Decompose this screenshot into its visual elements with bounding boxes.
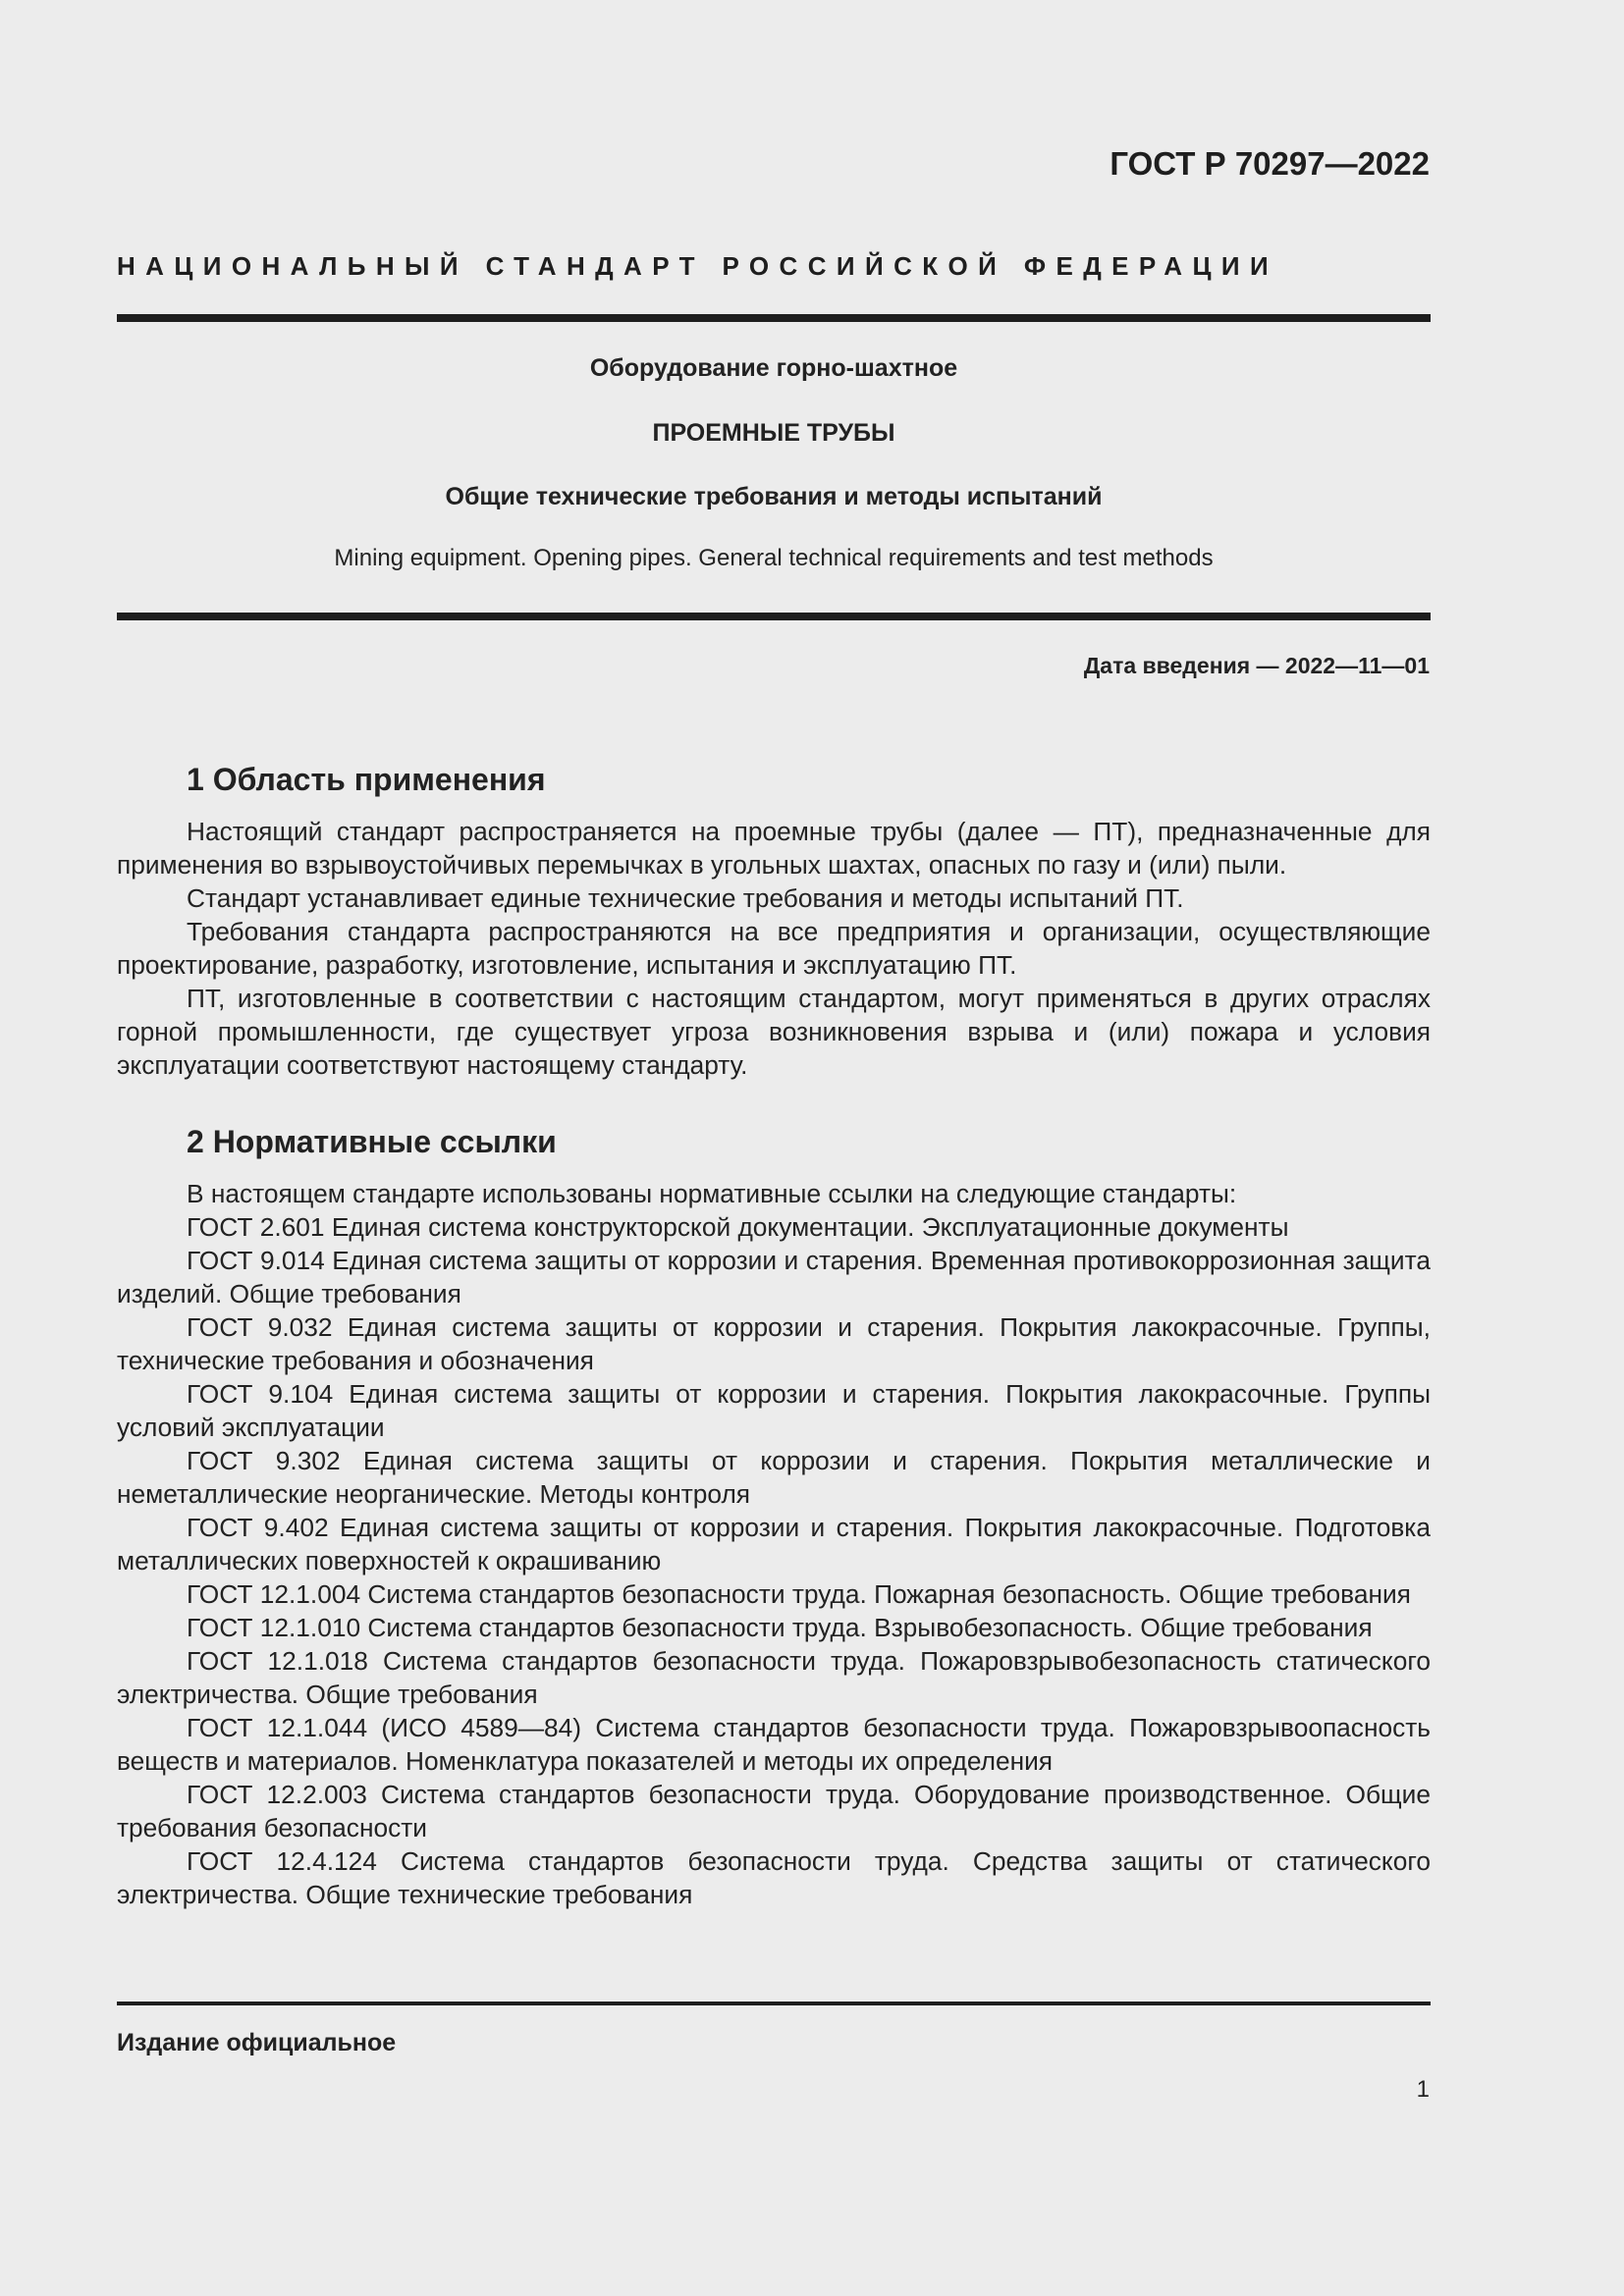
section-scope	[117, 758, 1431, 1082]
title-subtitle: Общие технические требования и методы испытаний	[445, 483, 1103, 510]
paragraph: В настоящем стандарте использованы нормативные ссылки на следующие стандарты:	[187, 1179, 1237, 1208]
reference-item: ГОСТ 12.4.124 Система стандартов безопасности труда. Средства защиты от статического электричества. Общие технические требования	[117, 1846, 1431, 1909]
top-rule	[117, 314, 1431, 322]
edition-label: Издание официальное	[117, 2029, 397, 2056]
footer-rule	[117, 2002, 1431, 2005]
title-bottom-rule	[117, 613, 1431, 620]
section-heading: 1 Область применения	[187, 762, 546, 797]
reference-item: ГОСТ 9.014 Единая система защиты от коррозии и старения. Временная противокоррозионная защита изделий. Общие требования	[117, 1246, 1431, 1308]
national-standard-banner: НАЦИОНАЛЬНЫЙ СТАНДАРТ РОССИЙСКОЙ ФЕДЕРАЦИИ	[117, 251, 1279, 281]
page-number: 1	[1416, 2076, 1430, 2103]
title-main: ПРОЕМНЫЕ ТРУБЫ	[652, 419, 895, 447]
reference-item: ГОСТ 9.104 Единая система защиты от коррозии и старения. Покрытия лакокрасочные. Группы условий эксплуатации	[117, 1379, 1431, 1442]
reference-item: ГОСТ 12.1.010 Система стандартов безопасности труда. Взрывобезопасность. Общие требования	[187, 1613, 1373, 1642]
section-normative-references	[117, 1120, 1431, 1911]
reference-item: ГОСТ 12.2.003 Система стандартов безопасности труда. Оборудование производственное. Общие требования безопасности	[117, 1780, 1431, 1842]
reference-item: ГОСТ 12.1.044 (ИСО 4589—84) Система стандартов безопасности труда. Пожаровзрывоопасность веществ и материалов. Номенклатура показателей и методы их определения	[117, 1713, 1431, 1776]
title-category: Оборудование горно-шахтное	[589, 354, 958, 382]
title-english: Mining equipment. Opening pipes. General technical requirements and test methods	[334, 545, 1214, 571]
reference-item: ГОСТ 12.1.018 Система стандартов безопасности труда. Пожаровзрывобезопасность статического электричества. Общие требования	[117, 1646, 1431, 1709]
document-code: ГОСТ Р 70297—2022	[1110, 145, 1430, 182]
reference-item: ГОСТ 12.1.004 Система стандартов безопасности труда. Пожарная безопасность. Общие требования	[187, 1579, 1411, 1609]
paragraph: ПТ, изготовленные в соответствии с настоящим стандартом, могут применяться в других отраслях горной промышленности, где существует угроза возникновения взрыва и (или) пожара и условия эксплуатации соответствуют настоящему стандарту.	[117, 984, 1431, 1080]
effective-date: Дата введения — 2022—11—01	[1083, 653, 1430, 678]
section-heading: 2 Нормативные ссылки	[187, 1124, 557, 1159]
reference-item: ГОСТ 2.601 Единая система конструкторской документации. Эксплуатационные документы	[187, 1212, 1289, 1242]
paragraph: Настоящий стандарт распространяется на проемные трубы (далее — ПТ), предназначенные для применения во взрывоустойчивых перемычках в угольных шахтах, опасных по газу и (или) пыли.	[117, 817, 1431, 880]
reference-item: ГОСТ 9.032 Единая система защиты от коррозии и старения. Покрытия лакокрасочные. Группы, технические требования и обозначения	[117, 1312, 1431, 1375]
reference-list	[117, 1210, 1431, 1911]
paragraph: Требования стандарта распространяются на все предприятия и организации, осуществляющие проектирование, разработку, изготовление, испытания и эксплуатацию ПТ.	[117, 917, 1431, 980]
paragraph: Стандарт устанавливает единые технические требования и методы испытаний ПТ.	[187, 883, 1184, 913]
reference-item: ГОСТ 9.402 Единая система защиты от коррозии и старения. Покрытия лакокрасочные. Подготовка металлических поверхностей к окрашиванию	[117, 1513, 1431, 1575]
reference-item: ГОСТ 9.302 Единая система защиты от коррозии и старения. Покрытия металлические и неметаллические неорганические. Методы контроля	[117, 1446, 1431, 1509]
